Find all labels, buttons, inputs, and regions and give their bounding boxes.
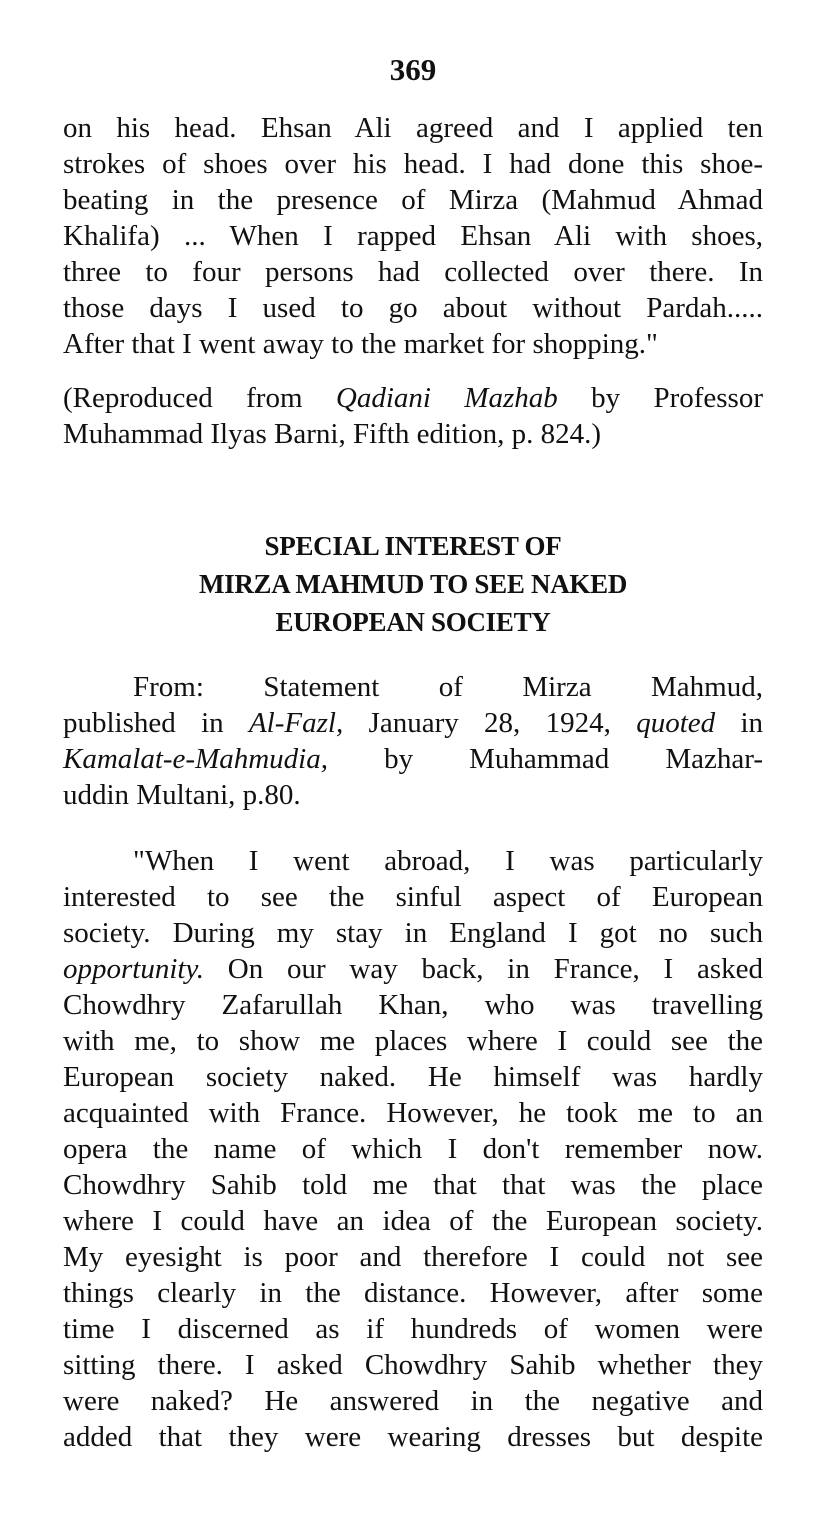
book-page (63, 48, 763, 1455)
citation-line: Muhammad Ilyas Barni, Fifth edition, p. 824.) (63, 418, 602, 450)
citation-note (63, 380, 763, 452)
text-line: where I could have an idea of the European society. (63, 1205, 763, 1237)
heading-line: EUROPEAN SOCIETY (275, 607, 551, 637)
text-line: were naked? He answered in the negative and (63, 1385, 763, 1417)
text-line (63, 843, 763, 879)
quote-opening: "When I went abroad, I was particularly (133, 845, 763, 877)
text-line: Chowdhry Zafarullah Khan, who was travelling (63, 989, 763, 1021)
text-line: acquainted with France. However, he took me to an (63, 1097, 763, 1129)
text-line: My eyesight is poor and therefore I could not see (63, 1241, 763, 1273)
text-line: After that I went away to the market for shopping." (63, 328, 658, 360)
text-line: strokes of shoes over his head. I had done this shoe- (63, 148, 763, 180)
text-line (63, 951, 763, 987)
text-line: society. During my stay in England I got no such (63, 917, 763, 949)
citation-suffix: by Professor (557, 382, 763, 414)
newspaper-name: Al-Fazl, (248, 707, 344, 739)
text-line: European society naked. He himself was hardly (63, 1061, 763, 1093)
source-line (63, 705, 763, 741)
page-number: 369 (389, 52, 437, 87)
citation-line (63, 380, 763, 416)
source-author: by Muhammad Mazhar- (328, 743, 763, 775)
citation-prefix: (Reproduced from (63, 382, 336, 414)
book-title: Qadiani Mazhab (335, 382, 558, 414)
text-line: three to four persons had collected over there. In (63, 256, 763, 288)
text-line: those days I used to go about without Pardah..... (63, 292, 763, 324)
text-line: with me, to show me places where I could see the (63, 1025, 763, 1057)
source-paragraph (63, 669, 763, 813)
heading-line: SPECIAL INTEREST OF (264, 531, 562, 561)
quote-paragraph (63, 843, 763, 1455)
source-line (63, 741, 763, 777)
text-line: on his head. Ehsan Ali agreed and I applied ten (63, 112, 763, 144)
text-line: sitting there. I asked Chowdhry Sahib whether they (63, 1349, 763, 1381)
source-line (63, 669, 763, 705)
source-text: published in (63, 707, 249, 739)
source-date: January 28, 1924, (343, 707, 637, 739)
source-text: in (715, 707, 763, 739)
book-name: Kamalat-e-Mahmudia, (63, 743, 328, 775)
quoted-word: quoted (636, 707, 716, 739)
source-line: uddin Multani, p.80. (63, 779, 301, 811)
text-line: Chowdhry Sahib told me that that was the place (63, 1169, 763, 1201)
italic-word: opportunity. (63, 953, 204, 985)
text-line: Khalifa) ... When I rapped Ehsan Ali with shoes, (63, 220, 763, 252)
source-statement: From: Statement of Mirza Mahmud, (133, 671, 763, 703)
text-line: time I discerned as if hundreds of women were (63, 1313, 763, 1345)
text-segment: On our way back, in France, I asked (203, 953, 763, 985)
heading-line: MIRZA MAHMUD TO SEE NAKED (198, 569, 628, 599)
text-line: interested to see the sinful aspect of European (63, 881, 763, 913)
text-line: beating in the presence of Mirza (Mahmud Ahmad (63, 184, 763, 216)
text-line: added that they were wearing dresses but despite (63, 1421, 763, 1453)
top-paragraph (63, 110, 763, 362)
section-heading (63, 527, 763, 641)
text-line: things clearly in the distance. However, after some (63, 1277, 763, 1309)
text-line: opera the name of which I don't remember now. (63, 1133, 763, 1165)
